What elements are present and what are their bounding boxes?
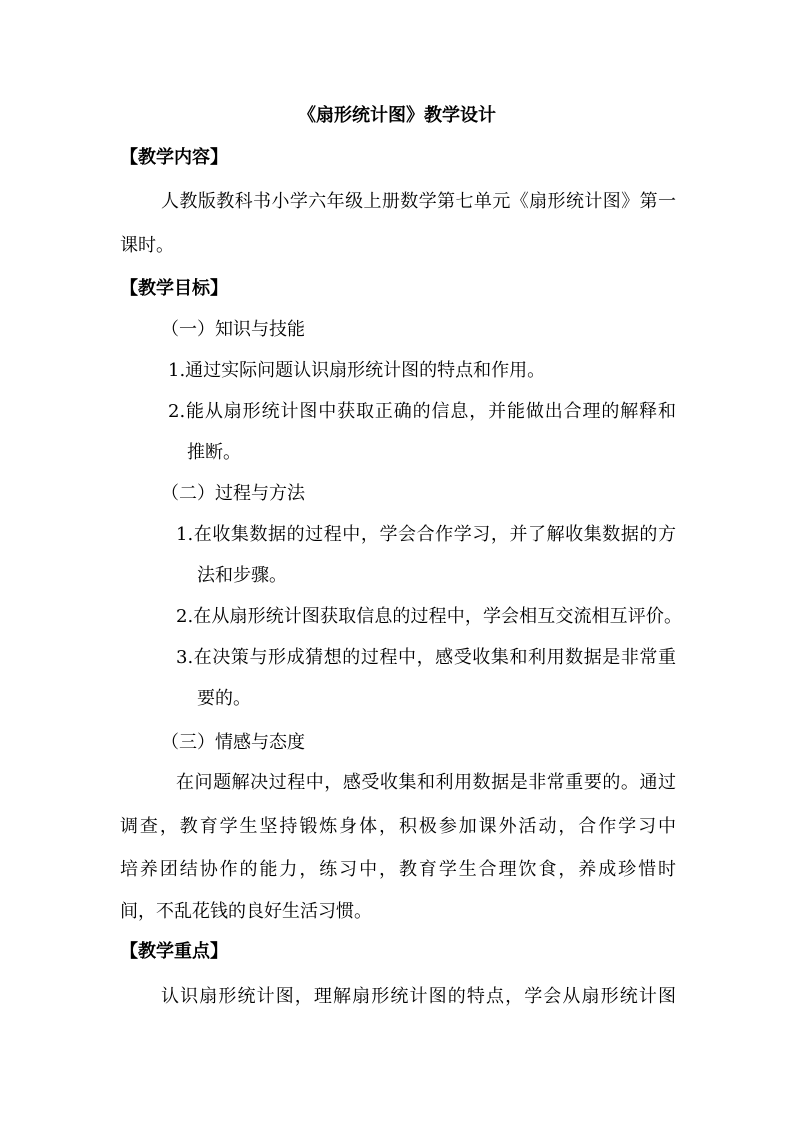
process-item-3-line: 要的。 [197, 688, 251, 709]
attitude-paragraph-line: 调查，教育学生坚持锻炼身体，积极参加课外活动，合作学习中 [120, 816, 676, 837]
section-heading-content: 【教学内容】 [120, 147, 228, 168]
attitude-paragraph-line: 在问题解决过程中，感受收集和利用数据是非常重要的。通过 [176, 772, 676, 793]
process-item-1-line: 1.在收集数据的过程中，学会合作学习，并了解收集数据的方 [176, 524, 676, 545]
document-title: 《扇形统计图》教学设计 [298, 105, 496, 126]
process-item-2: 2.在从扇形统计图获取信息的过程中，学会相互交流相互评价。 [176, 606, 682, 627]
section-heading-keypoints: 【教学重点】 [120, 941, 228, 962]
section-heading-goals: 【教学目标】 [120, 278, 228, 299]
knowledge-item-2-line: 推断。 [187, 442, 241, 463]
subheading-knowledge: （一）知识与技能 [161, 319, 305, 340]
subheading-process: （二）过程与方法 [161, 483, 305, 504]
attitude-paragraph-line: 培养团结协作的能力，练习中，教育学生合理饮食，养成珍惜时 [120, 859, 676, 880]
content-paragraph-line: 人教版教科书小学六年级上册数学第七单元《扇形统计图》第一 [161, 191, 676, 212]
knowledge-item-1: 1.通过实际问题认识扇形统计图的特点和作用。 [168, 360, 546, 381]
content-paragraph-line: 课时。 [120, 235, 174, 256]
knowledge-item-2-line: 2.能从扇形统计图中获取正确的信息，并能做出合理的解释和 [168, 401, 676, 422]
keypoints-paragraph-line: 认识扇形统计图，理解扇形统计图的特点，学会从扇形统计图 [161, 986, 676, 1007]
attitude-paragraph-line: 间，不乱花钱的良好生活习惯。 [120, 901, 372, 922]
process-item-3-line: 3.在决策与形成猜想的过程中，感受收集和利用数据是非常重 [176, 647, 676, 668]
subheading-attitude: （三）情感与态度 [161, 732, 305, 753]
process-item-1-line: 法和步骤。 [197, 565, 287, 586]
